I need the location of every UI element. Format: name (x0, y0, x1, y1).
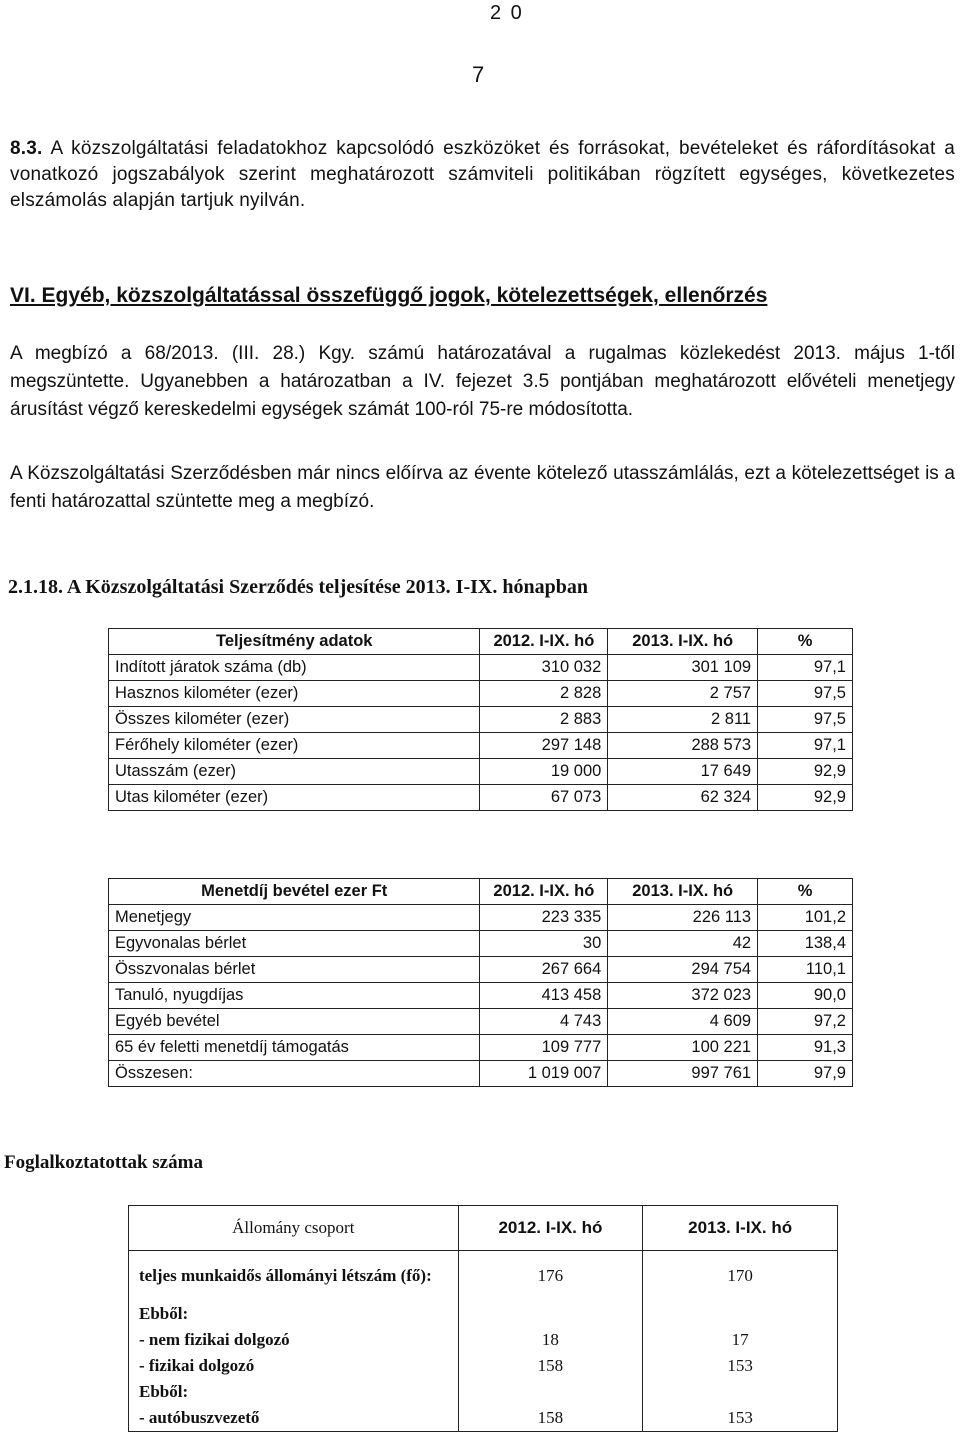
page-top-mark: 2 0 (490, 2, 524, 24)
table-header: % (758, 629, 853, 655)
section-heading-employees: Foglalkoztatottak száma (4, 1152, 203, 1173)
table-row (129, 1301, 838, 1327)
cell-value: 413 458 (480, 983, 608, 1009)
table-header: 2013. I-IX. hó (608, 629, 758, 655)
cell-value: 997 761 (608, 1061, 758, 1087)
cell-value: 90,0 (758, 983, 853, 1009)
table-row (109, 1061, 853, 1087)
cell-value: 18 (458, 1327, 643, 1353)
row-label: Férőhely kilométer (ezer) (109, 733, 480, 759)
cell-value: 101,2 (758, 905, 853, 931)
table-row (129, 1379, 838, 1405)
cell-value: 138,4 (758, 931, 853, 957)
table-row (129, 1327, 838, 1353)
cell-value: 97,2 (758, 1009, 853, 1035)
table-header: 2012. I-IX. hó (458, 1206, 643, 1251)
table-header: 2012. I-IX. hó (480, 629, 608, 655)
table-row (109, 733, 853, 759)
row-label: Összes kilométer (ezer) (109, 707, 480, 733)
row-label: Ebből: (129, 1301, 459, 1327)
paragraph-passenger-count: A Közszolgáltatási Szerződésben már nincs előírva az évente kötelező utasszámlálás, ezt a kötelezettséget is a fenti határozattal szüntette meg a megbízó. (10, 463, 955, 512)
table-row (109, 655, 853, 681)
cell-value: 294 754 (608, 957, 758, 983)
cell-value: 372 023 (608, 983, 758, 1009)
fare-revenue-table (108, 878, 853, 1087)
paragraph-8-3 (10, 136, 955, 214)
employees-table (128, 1205, 838, 1432)
section-heading-2-1-18: 2.1.18. A Közszolgáltatási Szerződés teljesítése 2013. I-IX. hónapban (8, 576, 588, 598)
table-row (109, 759, 853, 785)
cell-value: 19 000 (480, 759, 608, 785)
cell-value: 67 073 (480, 785, 608, 811)
row-label: Egyéb bevétel (109, 1009, 480, 1035)
cell-value: 153 (643, 1353, 838, 1379)
row-label: Összvonalas bérlet (109, 957, 480, 983)
row-label: Tanuló, nyugdíjas (109, 983, 480, 1009)
cell-value: 4 609 (608, 1009, 758, 1035)
cell-value: 30 (480, 931, 608, 957)
table-header: % (758, 879, 853, 905)
cell-value: 17 649 (608, 759, 758, 785)
cell-value: 97,5 (758, 681, 853, 707)
cell-value: 17 (643, 1327, 838, 1353)
section-heading-vi: VI. Egyéb, közszolgáltatással összefüggő jogok, kötelezettségek, ellenőrzés (10, 284, 768, 307)
cell-value: 176 (458, 1251, 643, 1302)
table-row (109, 1009, 853, 1035)
row-label: Egyvonalas bérlet (109, 931, 480, 957)
cell-value: 2 757 (608, 681, 758, 707)
cell-value (643, 1379, 838, 1405)
cell-value: 297 148 (480, 733, 608, 759)
cell-value: 158 (458, 1353, 643, 1379)
cell-value: 288 573 (608, 733, 758, 759)
table-row (129, 1251, 838, 1302)
cell-value: 97,9 (758, 1061, 853, 1087)
table-row (109, 957, 853, 983)
cell-value: 100 221 (608, 1035, 758, 1061)
table-row (109, 905, 853, 931)
performance-table (108, 628, 853, 811)
table-header: 2013. I-IX. hó (643, 1206, 838, 1251)
row-label: teljes munkaidős állományi létszám (fő): (129, 1251, 459, 1302)
cell-value (643, 1301, 838, 1327)
cell-value: 2 883 (480, 707, 608, 733)
cell-value: 97,5 (758, 707, 853, 733)
cell-value: 301 109 (608, 655, 758, 681)
table-row (109, 681, 853, 707)
cell-value (458, 1379, 643, 1405)
row-label: - fizikai dolgozó (129, 1353, 459, 1379)
cell-value: 310 032 (480, 655, 608, 681)
cell-value: 158 (458, 1405, 643, 1432)
paragraph-text: A közszolgáltatási feladatokhoz kapcsolódó eszközöket és forrásokat, bevételeket és ráfordításokat a vonatkozó jogszabályok szerint meghatározott számviteli politikában rögzített egységes, következetes elszámolás alapján tartjuk nyilván. (10, 138, 955, 211)
cell-value: 109 777 (480, 1035, 608, 1061)
row-label: Menetjegy (109, 905, 480, 931)
table-header: Állomány csoport (129, 1206, 459, 1251)
table-row (109, 707, 853, 733)
table-row (129, 1353, 838, 1379)
table-row (129, 1405, 838, 1432)
row-label: Összesen: (109, 1061, 480, 1087)
cell-value: 2 811 (608, 707, 758, 733)
cell-value: 62 324 (608, 785, 758, 811)
cell-value: 170 (643, 1251, 838, 1302)
cell-value: 92,9 (758, 785, 853, 811)
table-header: Teljesítmény adatok (109, 629, 480, 655)
page-number: 7 (472, 62, 485, 87)
table-header: 2012. I-IX. hó (480, 879, 608, 905)
row-label: Utasszám (ezer) (109, 759, 480, 785)
row-label: Utas kilométer (ezer) (109, 785, 480, 811)
cell-value: 110,1 (758, 957, 853, 983)
cell-value: 4 743 (480, 1009, 608, 1035)
row-label: 65 év feletti menetdíj támogatás (109, 1035, 480, 1061)
cell-value: 92,9 (758, 759, 853, 785)
cell-value: 42 (608, 931, 758, 957)
cell-value: 226 113 (608, 905, 758, 931)
paragraph-number: 8.3. (10, 138, 43, 159)
cell-value: 267 664 (480, 957, 608, 983)
table-row (109, 785, 853, 811)
cell-value: 97,1 (758, 733, 853, 759)
paragraph-resolution: A megbízó a 68/2013. (III. 28.) Kgy. számú határozatával a rugalmas közlekedést 2013. május 1-től megszüntette. Ugyanebben a határozatban a IV. fejezet 3.5 pontjában meghatározott elővételi menetjegy árusítást végző kereskedelmi egységek számát 100-ról 75-re módosította. (10, 343, 955, 420)
cell-value: 97,1 (758, 655, 853, 681)
cell-value: 153 (643, 1405, 838, 1432)
cell-value: 1 019 007 (480, 1061, 608, 1087)
row-label: Hasznos kilométer (ezer) (109, 681, 480, 707)
table-header: 2013. I-IX. hó (608, 879, 758, 905)
cell-value: 223 335 (480, 905, 608, 931)
cell-value: 91,3 (758, 1035, 853, 1061)
table-row (109, 931, 853, 957)
table-header: Menetdíj bevétel ezer Ft (109, 879, 480, 905)
row-label: Ebből: (129, 1379, 459, 1405)
row-label: - autóbuszvezető (129, 1405, 459, 1432)
row-label: - nem fizikai dolgozó (129, 1327, 459, 1353)
table-row (109, 1035, 853, 1061)
row-label: Indított járatok száma (db) (109, 655, 480, 681)
table-row (109, 983, 853, 1009)
cell-value: 2 828 (480, 681, 608, 707)
cell-value (458, 1301, 643, 1327)
